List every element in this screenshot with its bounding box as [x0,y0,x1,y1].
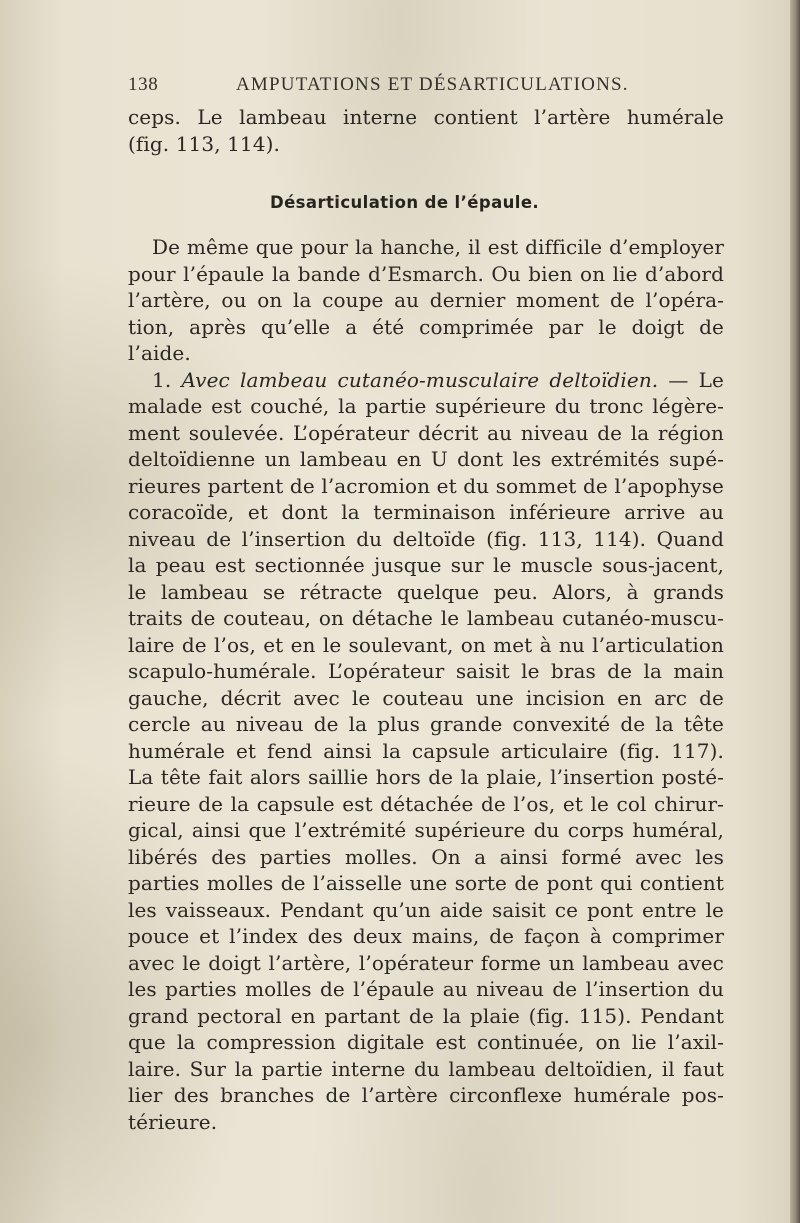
text-line: laire de l’os, et en le soulevant, on met à nu l’articulation [128,632,724,657]
text-line: niveau de l’insertion du deltoïde (fig. 113, 114). Quand [128,526,724,551]
text-line: lier des branches de l’artère circonflexe humérale pos- [128,1083,724,1107]
text-line: laire. Sur la partie interne du lambeau deltoïdien, il faut [128,1056,724,1081]
text-line: les parties molles de l’épaule au niveau de l’insertion du [128,977,724,1001]
book-page [128,74,724,1135]
text-line: traits de couteau, on détache le lambeau cutanéo-muscu- [128,606,724,630]
text-line: rieures partent de l’acromion et du sommet de l’apophyse [128,473,724,498]
paragraph-1 [128,234,724,367]
item-number: 1. [152,367,172,392]
first-line-rest: — Le [668,367,724,392]
page-edge-shadow [790,0,800,1223]
text-line: pouce et l’index des deux mains, de façon à comprimer [128,924,724,948]
text-line: le lambeau se rétracte quelque peu. Alors, à grands [128,579,724,604]
text-line: La tête fait alors saillie hors de la plaie, l’insertion posté- [128,765,724,789]
text-line: térieure. [128,1109,218,1134]
text-line: parties molles de l’aisselle une sorte de pont qui contient [128,871,724,895]
text-line: humérale et fend ainsi la capsule articulaire (fig. 117). [128,738,724,763]
text-line: l’artère, ou on la coupe au dernier moment de l’opéra- [128,288,724,312]
text-line: gauche, décrit avec le couteau une incision en arc de [128,685,724,710]
method-subtitle: Avec lambeau cutanéo-musculaire deltoïdien. [181,367,659,392]
text-line: libérés des parties molles. On a ainsi formé avec les [128,844,724,869]
text-line: ceps. Le lambeau interne contient l’artère humérale [128,105,724,129]
paragraph-2 [128,367,724,1136]
running-head [128,74,724,104]
text-line: tion, après qu’elle a été comprimée par le doigt de [128,314,724,339]
text-line: coracoïde, et dont la terminaison inférieure arrive au [128,500,724,524]
text-line: gical, ainsi que l’extrémité supérieure du corps huméral, [128,818,724,842]
text-line: cercle au niveau de la plus grande convexité de la tête [128,712,724,736]
text-line-first [128,367,724,394]
text-line: malade est couché, la partie supérieure du tronc légère- [128,394,724,418]
text-line: la peau est sectionnée jusque sur le muscle sous-jacent, [128,553,724,577]
text-line: avec le doigt l’artère, l’opérateur forme un lambeau avec [128,950,724,975]
text-line: grand pectoral en partant de la plaie (fig. 115). Pendant [128,1003,724,1028]
text-line: ment soulevée. L’opérateur décrit au niveau de la région [128,420,724,445]
text-line: rieure de la capsule est détachée de l’os, et le col chirur- [128,791,724,816]
section-heading: Désarticulation de l’épaule. [270,193,540,212]
text-line: De même que pour la hanche, il est difficile d’employer [152,235,724,259]
text-line: que la compression digitale est continuée, on lie l’axil- [128,1030,724,1054]
running-title: AMPUTATIONS ET DÉSARTICULATIONS. [236,74,629,95]
text-line: deltoïdienne un lambeau en U dont les extrémités supé- [128,447,724,471]
page-number: 138 [128,74,159,95]
text-line: pour l’épaule la bande d’Esmarch. Ou bien on lie d’abord [128,261,724,286]
text-line: les vaisseaux. Pendant qu’un aide saisit ce pont entre le [128,897,724,922]
text-line: scapulo-humérale. L’opérateur saisit le bras de la main [128,659,724,683]
text-line: l’aide. [128,341,191,365]
intro-paragraph [128,104,724,157]
text-line: (fig. 113, 114). [128,131,280,156]
